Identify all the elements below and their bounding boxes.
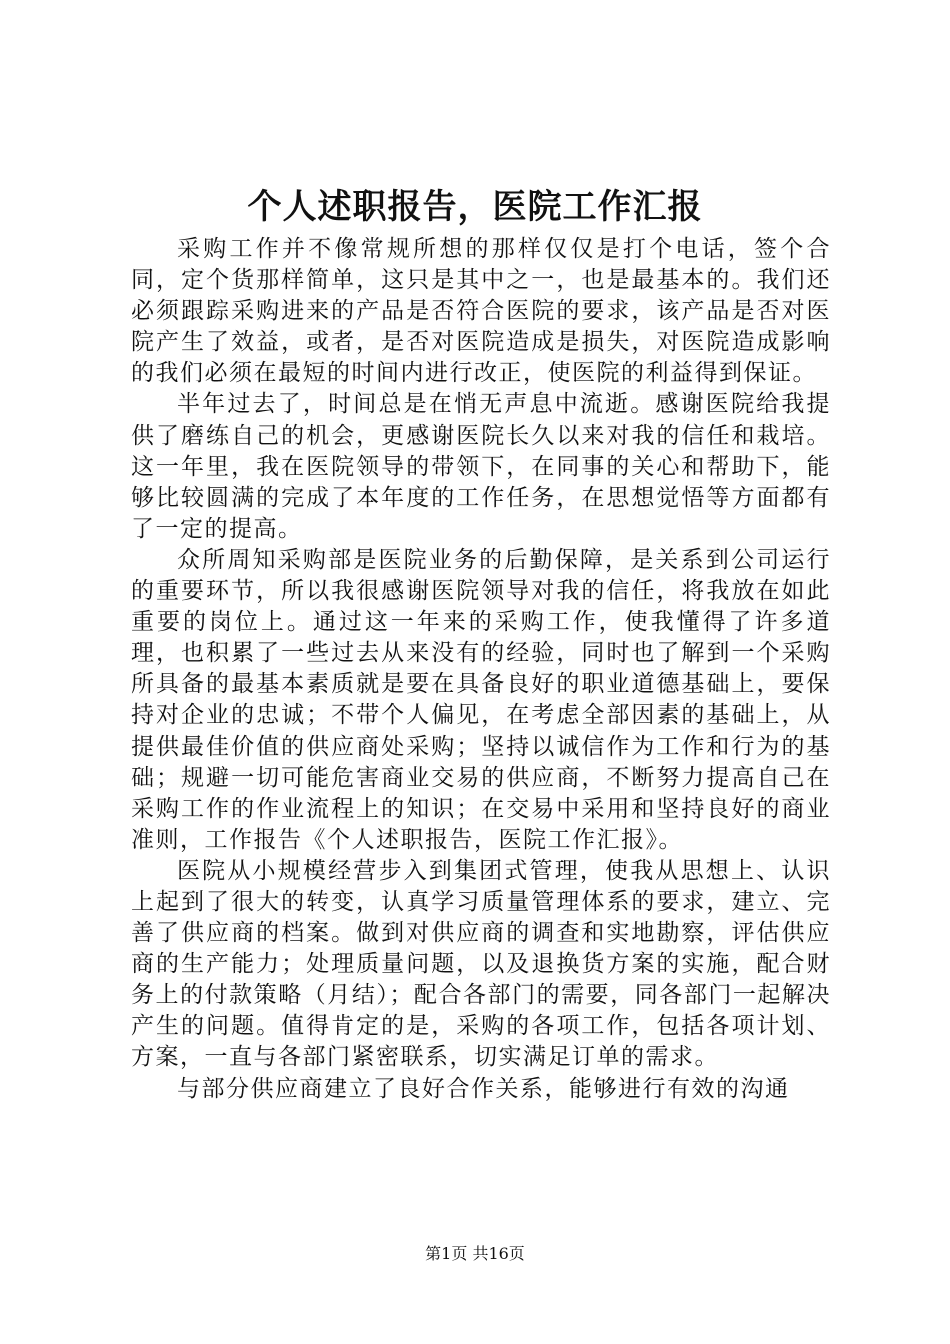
document-body [131, 234, 831, 1105]
paragraph-4: 医院从小规模经营步入到集团式管理，使我从思想上、认识上起到了很大的转变，认真学习质量管理体系的要求，建立、完善了供应商的档案。做到对供应商的调查和实地勘察，评估供应商的生产能力；处理质量问题，以及退换货方案的实施，配合财务上的付款策略（月结）；配合各部门的需要，同各部门一起解决产生的问题。值得肯定的是，采购的各项工作，包括各项计划、方案，一直与各部门紧密联系，切实满足订单的需求。 [131, 857, 831, 1071]
page-footer: 第1页 共16页 [425, 1244, 525, 1263]
paragraph-5: 与部分供应商建立了良好合作关系，能够进行有效的沟通 [177, 1075, 790, 1102]
document-title: 个人述职报告，医院工作汇报 [247, 187, 703, 227]
paragraph-2: 半年过去了，时间总是在悄无声息中流逝。感谢医院给我提供了磨练自己的机会，更感谢医院长久以来对我的信任和栽培。这一年里，我在医院领导的带领下，在同事的关心和帮助下，能够比较圆满的完成了本年度的工作任务，在思想觉悟等方面都有了一定的提高。 [131, 391, 831, 542]
paragraph-1: 采购工作并不像常规所想的那样仅仅是打个电话，签个合同，定个货那样简单，这只是其中之一，也是最基本的。我们还必须跟踪采购进来的产品是否符合医院的要求，该产品是否对医院产生了效益，或者，是否对医院造成是损失，对医院造成影响的我们必须在最短的时间内进行改正，使医院的利益得到保证。 [131, 236, 831, 387]
paragraph-3: 众所周知采购部是医院业务的后勤保障，是关系到公司运行的重要环节，所以我很感谢医院领导对我的信任，将我放在如此重要的岗位上。通过这一年来的采购工作，使我懂得了许多道理，也积累了一些过去从来没有的经验，同时也了解到一个采购所具备的最基本素质就是要在具备良好的职业道德基础上，要保持对企业的忠诚；不带个人偏见，在考虑全部因素的基础上，从提供最佳价值的供应商处采购；坚持以诚信作为工作和行为的基础；规避一切可能危害商业交易的供应商，不断努力提高自己在采购工作的作业流程上的知识；在交易中采用和坚持良好的商业准则，工作报告《个人述职报告，医院工作汇报》。 [131, 546, 831, 853]
